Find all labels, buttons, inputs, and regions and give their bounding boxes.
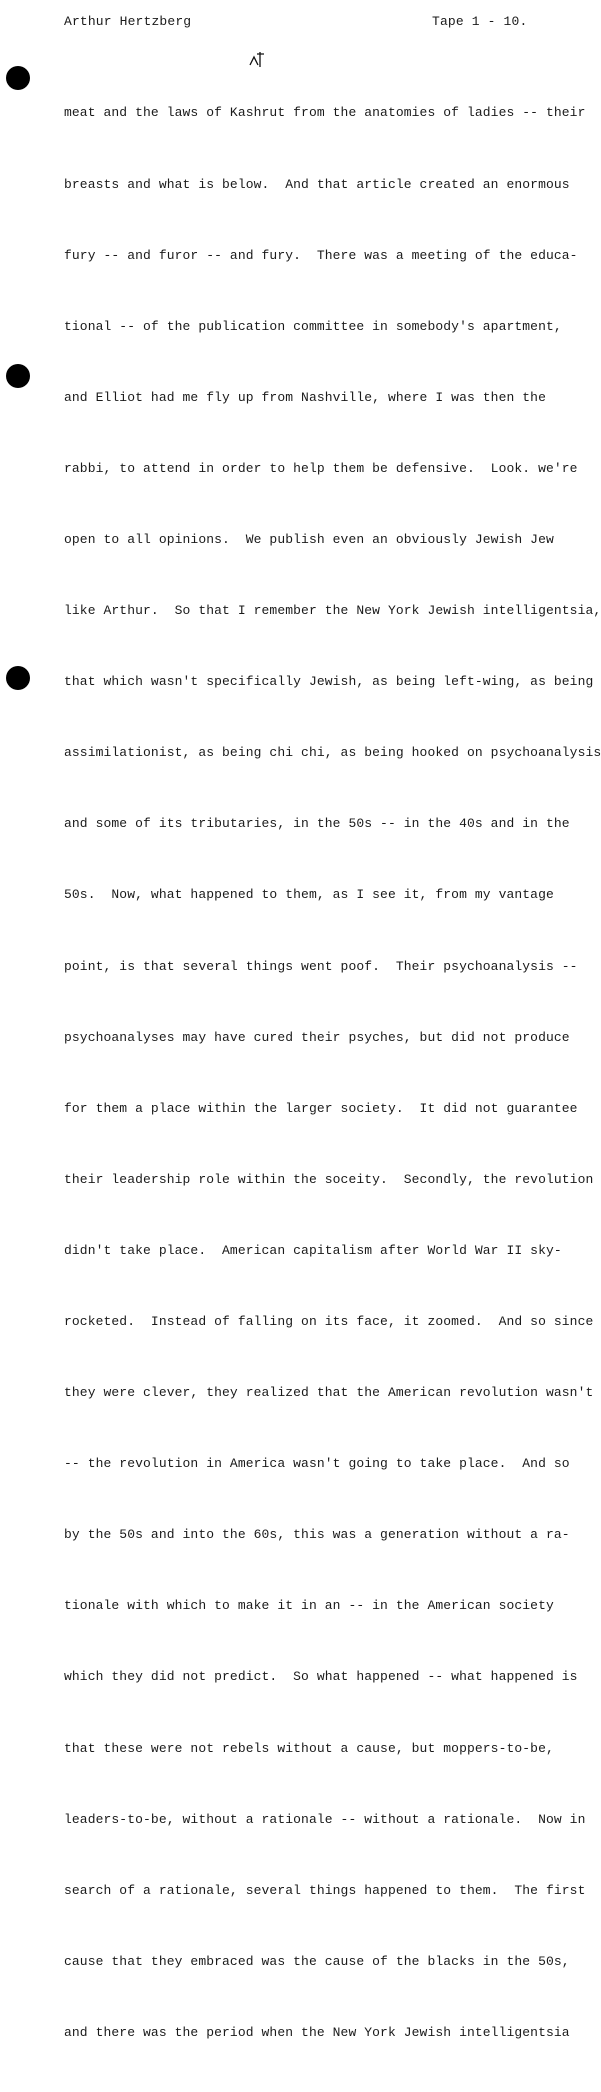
text-line: by the 50s and into the 60s, this was a generation without a ra- <box>64 1527 570 1543</box>
text-line: leaders-to-be, without a rationale -- without a rationale. Now in <box>64 1811 586 1827</box>
text-line: they were clever, they realized that the American revolution wasn't <box>64 1385 594 1401</box>
text-line: rabbi, to attend in order to help them be defensive. Look. we're <box>64 460 578 476</box>
text-line: open to all opinions. We publish even an obviously Jewish Jew <box>64 531 554 547</box>
text-line: tionale with which to make it in an -- in the American society <box>64 1598 554 1614</box>
text-line: -- the revolution in America wasn't going to take place. And so <box>64 1456 570 1472</box>
text-line: that which wasn't specifically Jewish, as being left-wing, as being <box>64 674 594 690</box>
text-line: meat and the laws of Kashrut from the anatomies of ladies -- their <box>64 105 586 121</box>
text-line: 50s. Now, what happened to them, as I see it, from my vantage <box>64 887 554 903</box>
speaker-name: Arthur Hertzberg <box>64 14 192 29</box>
text-line: tional -- of the publication committee in somebody's apartment, <box>64 318 562 334</box>
text-line: which they did not predict. So what happened -- what happened is <box>64 1669 578 1685</box>
text-line: and Elliot had me fly up from Nashville, where I was then the <box>64 389 546 405</box>
text-line: search of a rationale, several things happened to them. The first <box>64 1882 586 1898</box>
text-line: rocketed. Instead of falling on its face, it zoomed. And so since <box>64 1314 594 1329</box>
punch-hole-middle <box>6 364 30 388</box>
text-line: their leadership role within the soceity. Secondly, the revolution <box>64 1171 594 1187</box>
text-line: point, is that several things went poof. Their psychoanalysis -- <box>64 958 578 974</box>
text-line: that these were not rebels without a cause, but moppers-to-be, <box>64 1740 554 1756</box>
text-line: fury -- and furor -- and fury. There was a meeting of the educa- <box>64 247 578 263</box>
text-line: breasts and what is below. And that article created an enormous <box>64 176 570 192</box>
text-line: psychoanalyses may have cured their psyches, but did not produce <box>64 1029 570 1045</box>
punch-hole-bottom <box>6 666 30 690</box>
text-line: didn't take place. American capitalism after World War II sky- <box>64 1242 562 1258</box>
text-line: like Arthur. So that I remember the New York Jewish intelligentsia, <box>64 603 601 619</box>
text-line: for them a place within the larger society. It did not guarantee <box>64 1100 578 1116</box>
punch-hole-top <box>6 66 30 90</box>
text-line: and there was the period when the New York Jewish intelligentsia <box>64 2024 570 2040</box>
tape-number: Tape 1 - 10. <box>432 14 528 29</box>
transcript-body <box>64 54 601 2092</box>
text-line: and some of its tributaries, in the 50s -- in the 40s and in the <box>64 816 570 832</box>
text-line: cause that they embraced was the cause of the blacks in the 50s, <box>64 1953 570 1969</box>
text-line: assimilationist, as being chi chi, as being hooked on psychoanalysis <box>64 745 601 761</box>
